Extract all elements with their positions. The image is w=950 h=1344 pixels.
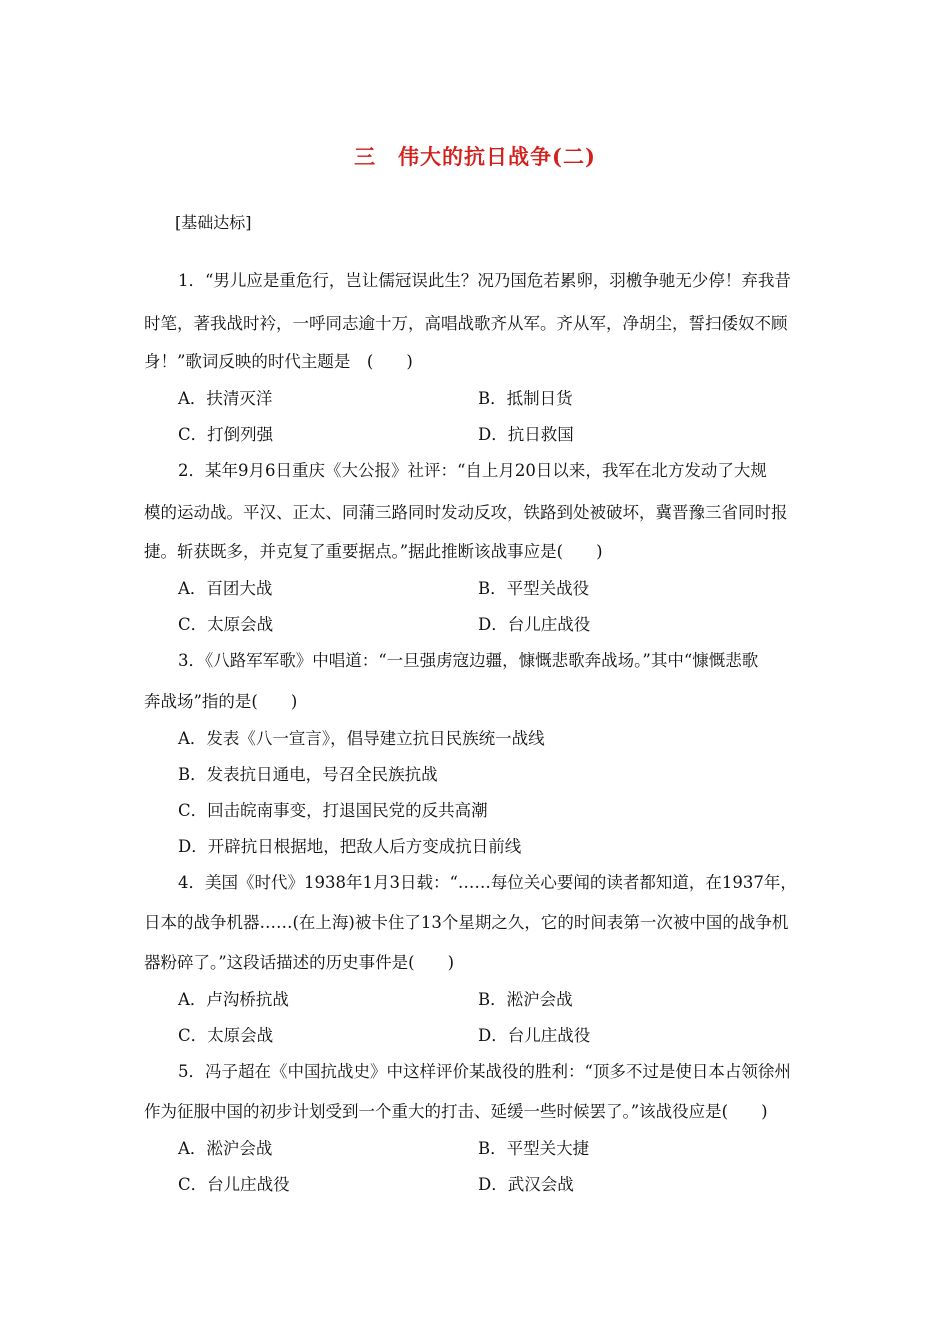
question-1-option-c: C．打倒列强 (178, 425, 274, 444)
question-2-line-1: 2．某年9月6日重庆《大公报》社评：“自上月20日以来，我军在北方发动了大规 (178, 461, 767, 480)
question-5-line-1: 5．冯子超在《中国抗战史》中这样评价某战役的胜利：“顶多不过是使日本占领徐州 (178, 1062, 791, 1081)
question-2-option-d: D．台儿庄战役 (478, 615, 591, 634)
question-3-option-c: C．回击皖南事变，打退国民党的反共高潮 (178, 801, 488, 820)
question-5-option-a: A．淞沪会战 (178, 1139, 273, 1158)
question-4-option-b: B．淞沪会战 (478, 990, 573, 1009)
question-3-option-b: B．发表抗日通电，号召全民族抗战 (178, 765, 438, 784)
question-2-line-3: 捷。斩获既多，并克复了重要据点。”据此推断该战事应是( ) (144, 542, 603, 561)
question-1-line-3: 身！”歌词反映的时代主题是 ( ) (144, 352, 413, 371)
question-2-line-2: 模的运动战。平汉、正太、同蒲三路同时发动反攻，铁路到处被破坏，冀晋豫三省同时报 (144, 503, 788, 522)
page-title: 三 伟大的抗日战争(二) (354, 144, 596, 169)
question-5-option-b: B．平型关大捷 (478, 1139, 590, 1158)
question-1-option-a: A．扶清灭洋 (178, 389, 273, 408)
question-5-option-c: C．台儿庄战役 (178, 1175, 290, 1194)
question-4-line-2: 日本的战争机器……(在上海)被卡住了13个星期之久，它的时间表第一次被中国的战争机 (144, 913, 789, 932)
question-4-option-d: D．台儿庄战役 (478, 1026, 591, 1045)
question-1-line-2: 时笔，著我战时衿，一呼同志逾十万，高唱战歌齐从军。齐从军，净胡尘，誓扫倭奴不顾 (144, 314, 788, 333)
question-3-line-1: 3．《八路军军歌》中唱道：“一旦强虏寇边疆，慷慨悲歌奔战场。”其中“慷慨悲歌 (178, 651, 759, 670)
question-3-option-d: D．开辟抗日根据地，把敌人后方变成抗日前线 (178, 837, 522, 856)
question-5-option-d: D．武汉会战 (478, 1175, 574, 1194)
question-3-line-2: 奔战场”指的是( ) (144, 692, 298, 711)
question-2-option-a: A．百团大战 (178, 579, 273, 598)
question-4-line-3: 器粉碎了。”这段话描述的历史事件是( ) (144, 953, 455, 972)
question-4-option-a: A．卢沟桥抗战 (178, 990, 289, 1009)
question-4-option-c: C．太原会战 (178, 1026, 274, 1045)
question-1-option-b: B．抵制日货 (478, 389, 573, 408)
question-2-option-b: B．平型关战役 (478, 579, 590, 598)
section-heading: [基础达标] (175, 213, 252, 232)
question-1-line-1: 1．“男儿应是重危行，岂让儒冠误此生？况乃国危若累卵，羽檄争驰无少停！弃我昔 (178, 271, 791, 290)
question-5-line-2: 作为征服中国的初步计划受到一个重大的打击、延缓一些时候罢了。”该战役应是( ) (144, 1102, 768, 1121)
question-4-line-1: 4．美国《时代》1938年1月3日载：“……每位关心要闻的读者都知道，在1937年， (178, 873, 797, 892)
question-2-option-c: C．太原会战 (178, 615, 274, 634)
question-1-option-d: D．抗日救国 (478, 425, 574, 444)
question-3-option-a: A．发表《八一宣言》，倡导建立抗日民族统一战线 (178, 729, 545, 748)
